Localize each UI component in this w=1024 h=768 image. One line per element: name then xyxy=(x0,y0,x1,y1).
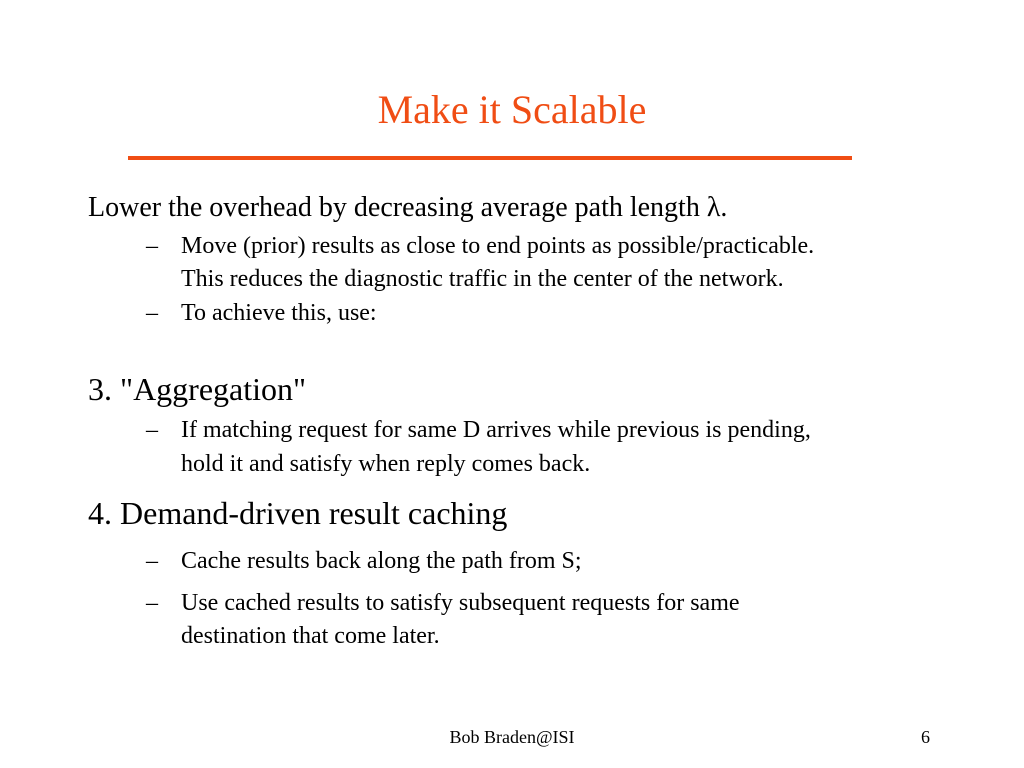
bullet-text: Move (prior) results as close to end points as possible/practicable. xyxy=(181,233,815,259)
section-heading-aggregation: 3. "Aggregation" xyxy=(88,371,307,407)
page-number: 6 xyxy=(921,727,930,747)
footer-author: Bob Braden@ISI xyxy=(449,727,575,747)
section-heading-caching: 4. Demand-driven result caching xyxy=(88,495,508,531)
bullet-text: Cache results back along the path from S; xyxy=(181,548,582,574)
bullet-text: destination that come later. xyxy=(181,623,440,649)
bullet-dash: – xyxy=(146,233,158,259)
bullet-dash: – xyxy=(146,300,158,326)
slide-title: Make it Scalable xyxy=(377,87,647,132)
title-underline xyxy=(128,156,852,160)
bullet-dash: – xyxy=(146,590,158,616)
intro-text: Lower the overhead by decreasing average path length λ. xyxy=(88,192,728,223)
bullet-dash: – xyxy=(146,548,158,574)
bullet-text: This reduces the diagnostic traffic in the center of the network. xyxy=(181,266,784,292)
bullet-text: To achieve this, use: xyxy=(181,300,377,326)
bullet-dash: – xyxy=(146,417,158,443)
bullet-text: If matching request for same D arrives while previous is pending, xyxy=(181,417,811,443)
bullet-text: hold it and satisfy when reply comes back. xyxy=(181,451,591,477)
bullet-text: Use cached results to satisfy subsequent requests for same xyxy=(181,590,740,616)
